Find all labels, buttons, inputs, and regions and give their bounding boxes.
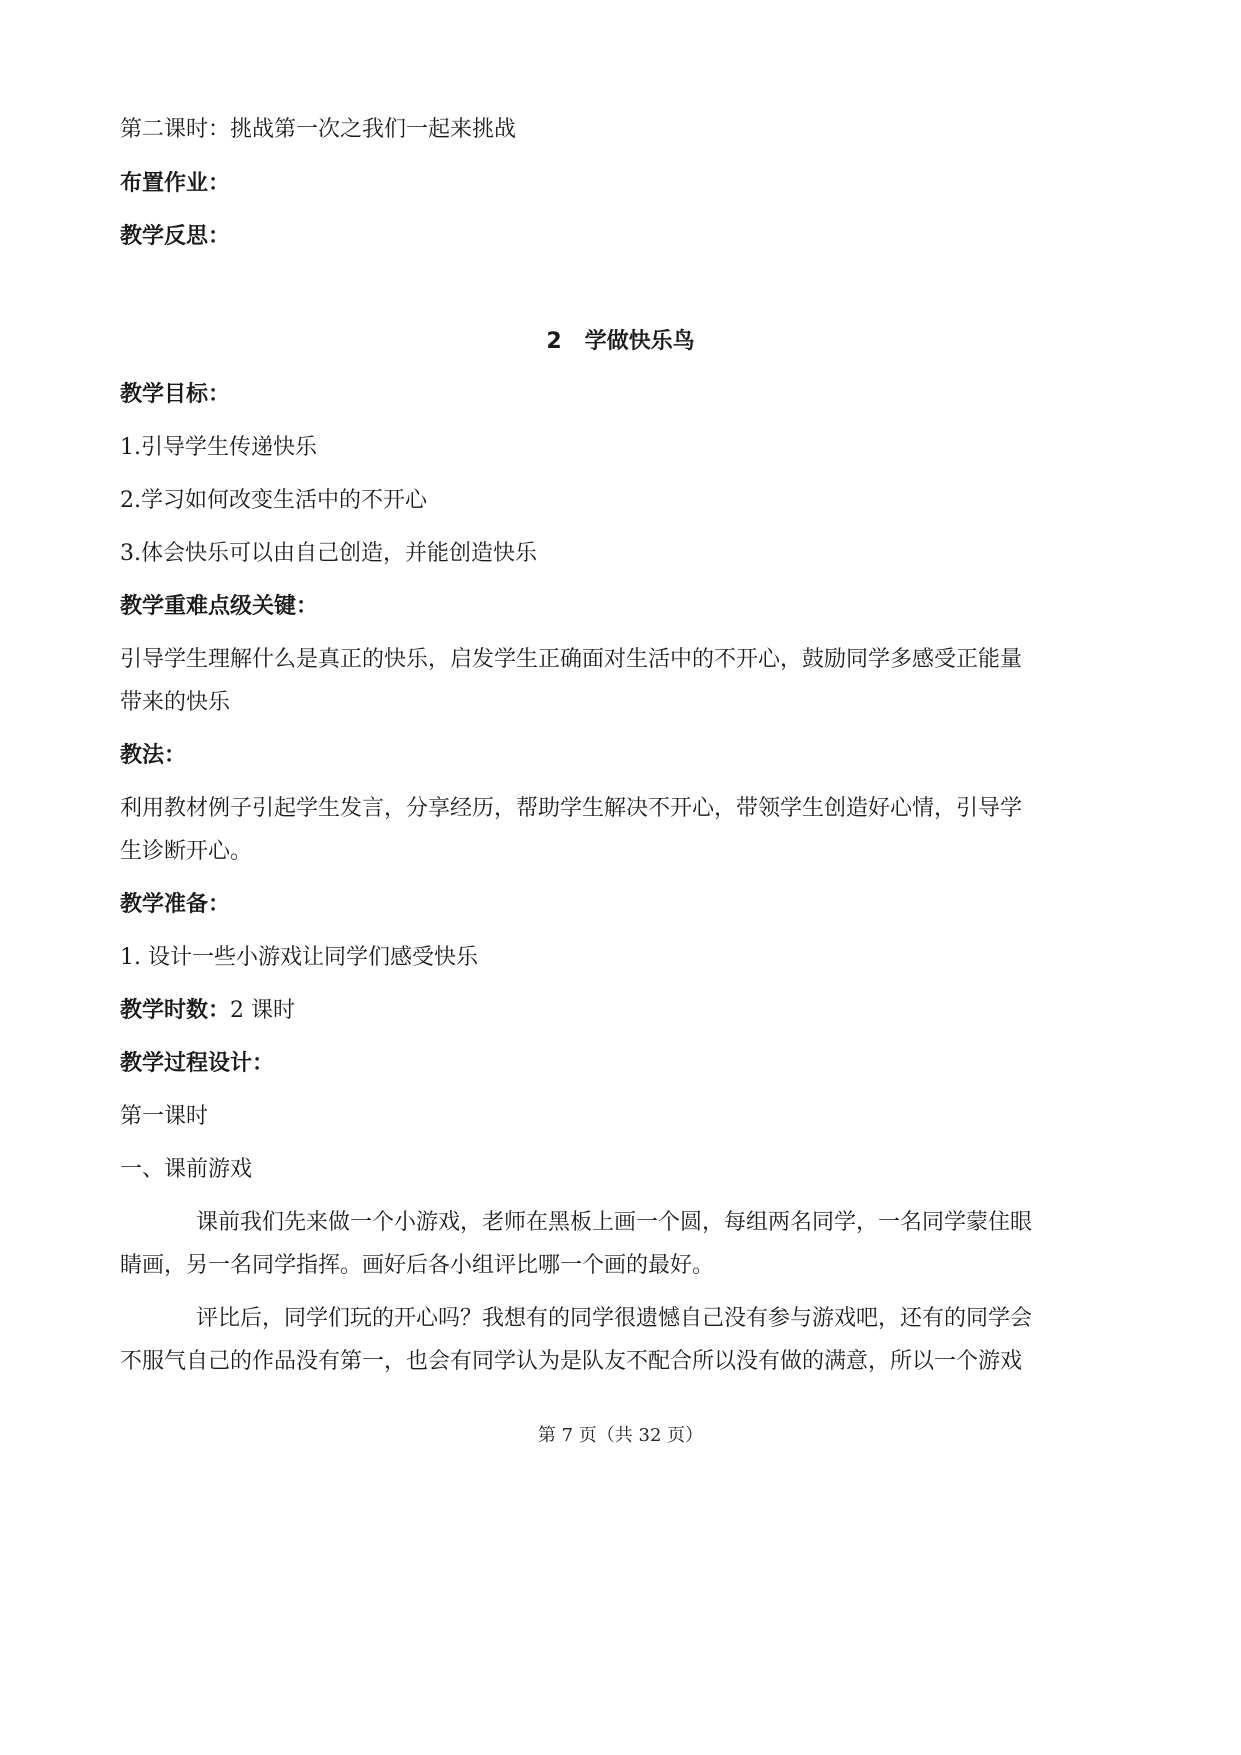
keypoints-text-line-1: 引导学生理解什么是真正的快乐，启发学生正确面对生活中的不开心，鼓励同学多感受正能量 [120,647,1023,672]
keypoints-text-line-2: 带来的快乐 [120,690,231,715]
heading-goals: 教学目标： [120,382,231,407]
text-line-second-lesson: 第二课时：挑战第一次之我们一起来挑战 [120,117,517,142]
goal-item-2: 2.学习如何改变生活中的不开心 [120,488,427,513]
method-text-line-1: 利用教材例子引起学生发言，分享经历，帮助学生解决不开心，带领学生创造好心情，引导学 [120,796,1023,821]
heading-keypoints: 教学重难点级关键： [120,594,319,619]
teaching-hours-value: 2 课时 [230,998,296,1023]
paragraph-1-line-1: 课前我们先来做一个小游戏，老师在黑板上画一个圆，每组两名同学，一名同学蒙住眼 [196,1210,1033,1235]
goal-item-3: 3.体会快乐可以由自己创造，并能创造快乐 [120,541,537,566]
paragraph-2-line-2: 不服气自己的作品没有第一，也会有同学认为是队友不配合所以没有做的满意，所以一个游戏 [120,1349,1023,1374]
goal-item-1: 1.引导学生传递快乐 [120,435,317,460]
teaching-hours-label: 教学时数： [120,998,231,1023]
heading-preparation: 教学准备： [120,892,231,917]
method-text-line-2: 生诊断开心。 [120,839,253,864]
heading-process: 教学过程设计： [120,1051,275,1076]
page-footer: 第 7 页（共 32 页） [537,1425,704,1446]
heading-reflection: 教学反思： [120,224,231,249]
paragraph-1-line-2: 睛画，另一名同学指挥。画好后各小组评比哪一个画的最好。 [120,1253,715,1278]
teaching-hours [120,997,295,1025]
heading-homework: 布置作业： [120,171,231,196]
paragraph-2-line-1: 评比后，同学们玩的开心吗？我想有的同学很遗憾自己没有参与游戏吧，还有的同学会 [196,1306,1033,1331]
section-heading-warmup-game: 一、课前游戏 [120,1157,253,1182]
heading-method: 教法： [120,743,187,768]
period-label: 第一课时 [120,1104,209,1129]
preparation-item-1: 1. 设计一些小游戏让同学们感受快乐 [120,945,478,970]
lesson-title: 2 学做快乐鸟 [546,329,695,354]
